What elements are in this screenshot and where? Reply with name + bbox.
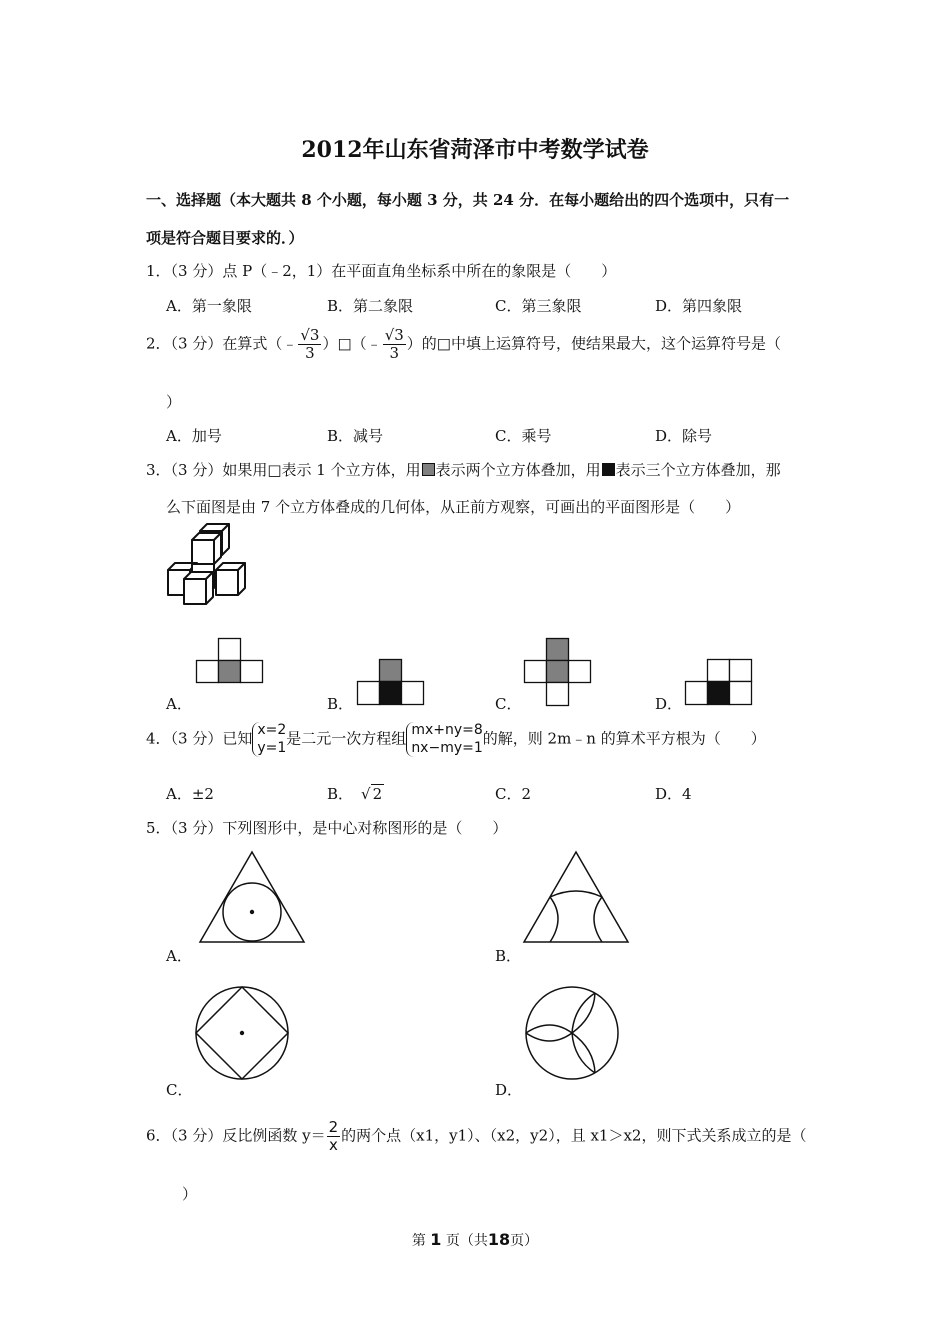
q2-prefix: 2．（3 分）在算式（ <box>146 334 283 353</box>
q1-option-b: B．第二象限 <box>327 297 414 315</box>
q1-option-c: C．第三象限 <box>495 297 582 315</box>
q2-option-b: B．减号 <box>327 427 384 445</box>
q3-option-d: D． <box>655 695 683 713</box>
question-2 <box>146 328 781 361</box>
q4-option-c: C．2 <box>495 785 532 803</box>
question-6: 6．（3 分）反比例函数 y＝ $\frac{2}{x}$ 的两个点（x1，y1）、（x2，y2），且 x1＞x2，则下式关系成立的是（ <box>146 1118 807 1154</box>
q1-option-d: D．第四象限 <box>655 297 743 315</box>
q2-fraction-2: $\frac{√3}{3}$ <box>384 326 404 362</box>
q2-option-d: D．除号 <box>655 427 713 445</box>
cube-stack-figure <box>160 528 255 610</box>
q5-option-a: A． <box>166 947 192 965</box>
q2-minus: ﹣ <box>282 334 298 353</box>
black-square-icon <box>602 463 615 476</box>
q2-mid: ）□（ <box>322 334 367 353</box>
q2-minus-2: ﹣ <box>366 334 382 353</box>
question-5: 5．（3 分）下列图形中，是中心对称图形的是（ ） <box>146 819 508 837</box>
q5-option-c: C． <box>166 1081 193 1099</box>
q2-option-a: A．加号 <box>166 427 222 445</box>
q5-option-b-figure <box>522 850 630 945</box>
page-number: 1 <box>430 1230 442 1249</box>
q5-option-a-figure <box>198 850 306 945</box>
question-1: 1．（3 分）点 P（﹣2，1）在平面直角坐标系中所在的象限是（ ） <box>146 262 617 280</box>
q4-option-a: A．±2 <box>166 785 214 803</box>
question-3-line2: 么下面图是由 7 个立方体叠成的几何体，从正前方观察，可画出的平面图形是（ ） <box>166 498 741 516</box>
q6-fraction: $\frac{2}{x}$ <box>328 1118 339 1154</box>
q4-system-2: mx+ny=8 nx−my=1 <box>406 722 482 757</box>
q2-line2: ） <box>166 393 182 411</box>
question-3-line1: 3．（3 分）如果用□表示 1 个立方体，用 表示两个立方体叠加，用 表示三个立方体叠加，那 <box>146 461 781 479</box>
q2-option-c: C．乘号 <box>495 427 552 445</box>
q4-option-d: D．4 <box>655 785 692 803</box>
section-heading-line2: 项是符合题目要求的．） <box>146 229 304 247</box>
q4-option-b: B． √ 2 <box>327 785 383 803</box>
q5-option-d: D． <box>495 1081 523 1099</box>
page-title: 2012年山东省菏泽市中考数学试卷 <box>301 137 649 163</box>
q3-option-c-figure <box>524 638 592 708</box>
page-footer: 第 1 页（共18页） <box>411 1230 539 1249</box>
q3-option-b-figure <box>357 659 425 707</box>
section-heading-line1: 一、选择题（本大题共 8 个小题，每小题 3 分，共 24 分．在每小题给出的四个选项中，只有一 <box>146 191 790 209</box>
gray-square-icon <box>422 463 435 476</box>
q3-option-a-figure <box>196 638 264 684</box>
q2-fraction-1: $\frac{√3}{3}$ <box>300 326 320 362</box>
question-4: 4．（3 分）已知 x=2 y=1 是二元一次方程组 mx+ny=8 nx−my=1 的解，则 2m﹣n 的算术平方根为（ ） <box>146 722 766 756</box>
q3-option-c: C． <box>495 695 522 713</box>
q6-line2: ） <box>182 1185 198 1203</box>
q3-option-d-figure <box>685 659 753 707</box>
q1-option-a: A．第一象限 <box>166 297 252 315</box>
q5-option-d-figure <box>524 985 620 1081</box>
q3-option-b: B． <box>327 695 354 713</box>
q2-suffix: ）的□中填上运算符号，使结果最大，这个运算符号是（ <box>406 334 781 353</box>
q4-system-1: x=2 y=1 <box>252 722 286 757</box>
page-total: 18 <box>487 1230 511 1249</box>
q5-option-b: B． <box>495 947 522 965</box>
q5-option-c-figure <box>194 985 290 1081</box>
q3-option-a: A． <box>166 695 192 713</box>
